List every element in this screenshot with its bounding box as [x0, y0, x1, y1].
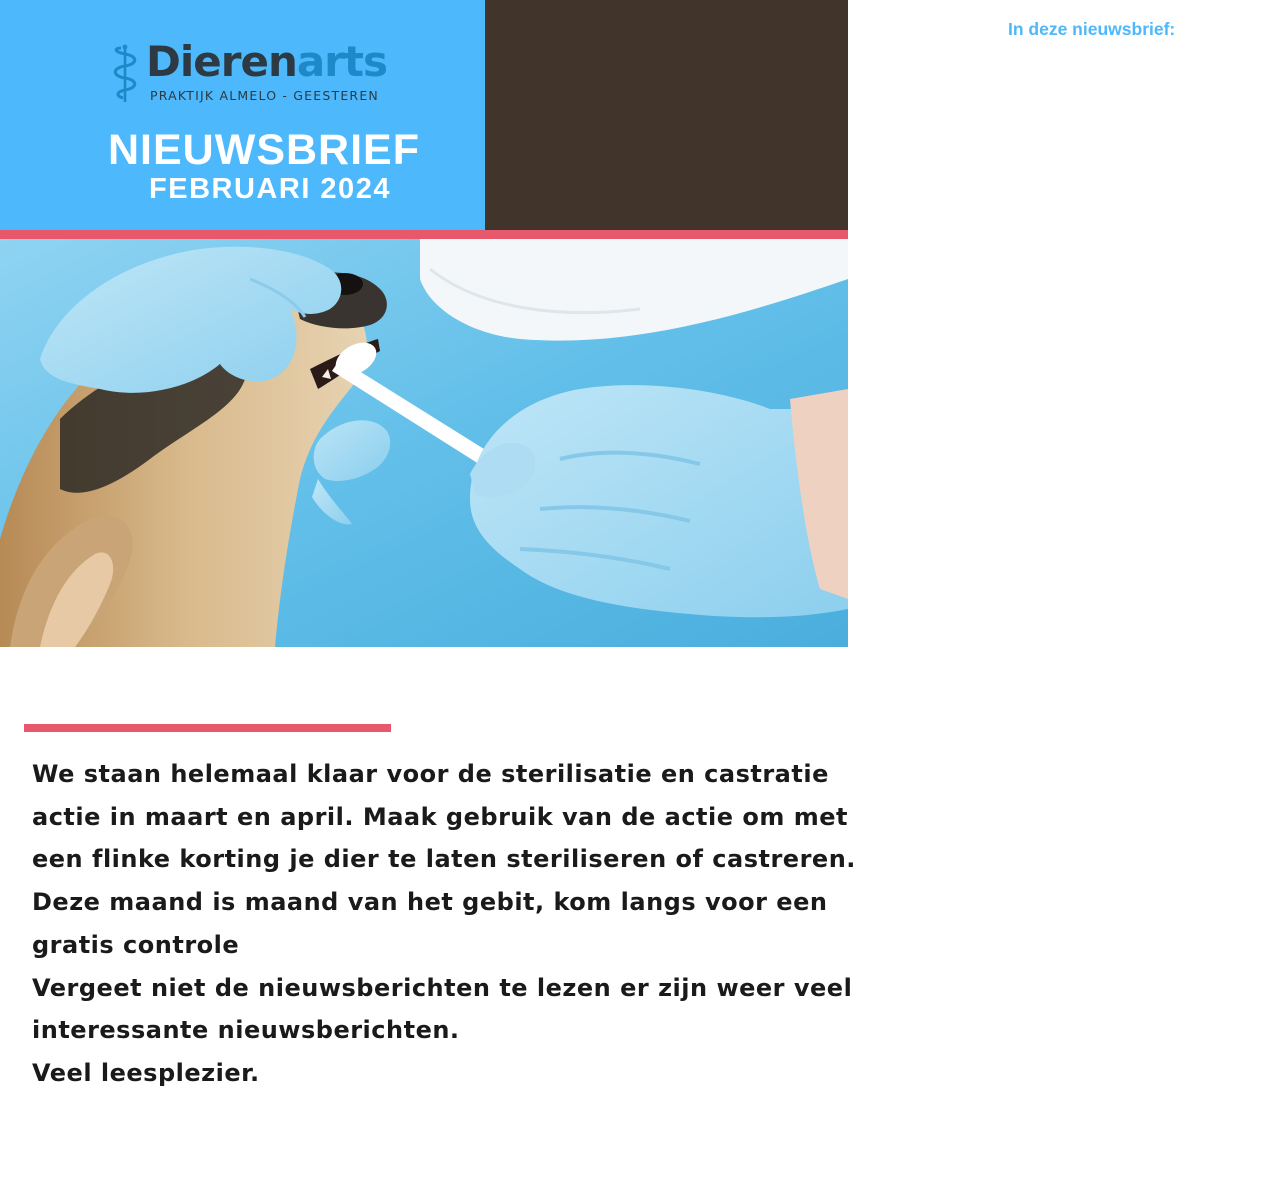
bullet-icon	[1011, 197, 1018, 204]
toc-item	[1011, 94, 1272, 126]
toc-item-label: maand van het gebit	[1034, 96, 1229, 117]
header-accent-bar	[0, 230, 848, 239]
bullet-icon	[1011, 166, 1018, 173]
toc-item	[1011, 62, 1272, 94]
bullet-icon	[1011, 103, 1018, 110]
toc-item	[1011, 157, 1272, 189]
newsletter-title: NIEUWSBRIEF	[108, 126, 420, 174]
toc-item-label: castratie sterilisatie actie	[1034, 65, 1272, 85]
toc-item	[1011, 188, 1272, 220]
toc-item-label: Kwis	[1034, 128, 1077, 148]
intro-line: actie in maart en april. Maak gebruik van de actie om met	[32, 802, 848, 831]
caduceus-icon	[108, 44, 142, 104]
logo-word-arts: arts	[296, 37, 387, 86]
section-divider	[24, 724, 391, 732]
hero-photo-dog-teeth-brushing	[0, 239, 848, 647]
table-of-contents-panel	[485, 0, 1272, 230]
intro-line: Veel leesplezier.	[32, 1058, 260, 1087]
toc-item	[1011, 125, 1272, 157]
bullet-icon	[1011, 71, 1018, 78]
intro-line: gratis controle	[32, 930, 240, 959]
bullet-icon	[1011, 134, 1018, 141]
intro-line: We staan helemaal klaar voor de sterilisatie en castratie	[32, 760, 829, 788]
intro-line: interessante nieuwsberichten.	[32, 1016, 460, 1045]
hero-photo-illustration	[0, 239, 848, 647]
clinic-logo	[108, 37, 408, 106]
intro-text	[32, 753, 856, 1095]
toc-list	[1011, 62, 1272, 220]
toc-item-label: nieuws	[1034, 159, 1099, 180]
intro-line: Vergeet niet de nieuwsberichten te lezen er zijn weer veel	[32, 973, 853, 1002]
toc-item-label: column	[1034, 191, 1103, 211]
intro-line: een flinke korting je dier te laten steriliseren of castreren.	[32, 845, 856, 874]
logo-tagline: PRAKTIJK ALMELO - GEESTEREN	[150, 88, 379, 103]
header-brand-panel	[0, 0, 485, 230]
intro-line: Deze maand is maand van het gebit, kom langs voor een	[32, 888, 828, 917]
logo-word-dieren: Dieren	[146, 37, 297, 86]
newsletter-date: FEBRUARI 2024	[149, 173, 391, 205]
newsletter-header	[0, 0, 1272, 230]
clinic-logo-wordmark	[146, 34, 387, 90]
toc-heading: In deze nieuwsbrief:	[1008, 19, 1176, 39]
